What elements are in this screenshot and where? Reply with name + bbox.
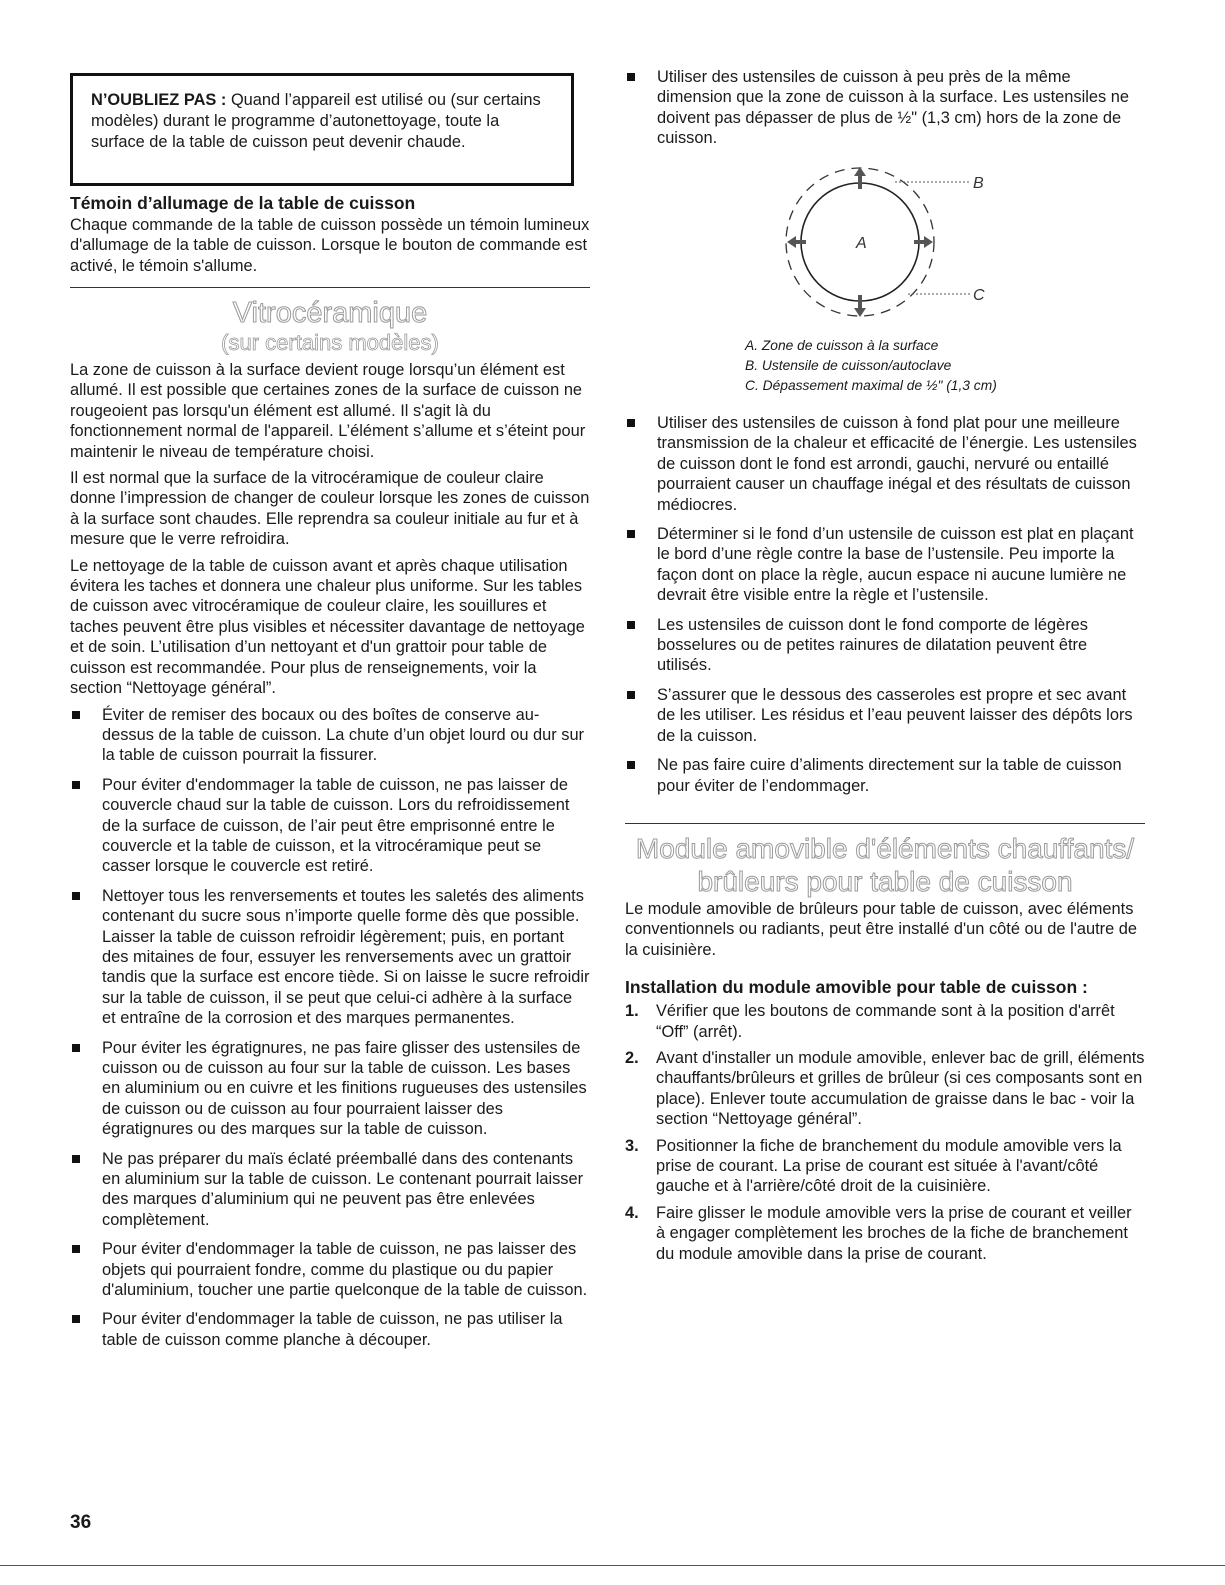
- vitro-subtitle: (sur certains modèles): [221, 330, 439, 355]
- module-section: [625, 832, 1145, 1264]
- caption-line: A. Zone de cuisson à la surface: [745, 338, 939, 353]
- arrow-right-icon: [914, 236, 933, 248]
- install-step: 1. Vérifier que les boutons de commande sont à la position d'arrêt “Off” (arrêt).: [625, 1002, 1115, 1041]
- vitro-bullet: Pour éviter les égratignures, ne pas faire glisser des ustensiles de cuisson ou de cuisson au four sur la table de cuisson. Les bases en aluminium ou en cuivre et les finitions rugueuses des ustensiles de cuisson ou de cuisson au four pourraient laisser des égratignures ou des marques sur la table de cuisson.: [70, 1038, 590, 1140]
- label-b: B: [973, 175, 984, 192]
- arrow-left-icon: [787, 236, 806, 248]
- install-step: 3. Positionner la fiche de branchement du module amovible vers la prise de courant. La prise de courant est située à l'avant/côté gauche et à l'arrière/côté droit de la cuisinière.: [625, 1136, 1122, 1196]
- vitro-bullet: Nettoyer tous les renversements et toutes les saletés des aliments contenant du sucre sous n’importe quelle forme dès que possible. Laisser la table de cuisson refroidir légèrement; puis, en portant des mitaines de four, essuyer les renversements avec un grattoir tandis que la surface est encore tiède. Si on laisse le sucre refroidir sur la table de cuisson, il se peut que celui-ci adhère à la surface et entraîne de la corrosion et des marques permanentes.: [70, 886, 590, 1029]
- section-divider: [70, 287, 590, 288]
- page-number: 36: [70, 1512, 92, 1533]
- module-title-line2: brûleurs pour table de cuisson: [697, 866, 1073, 897]
- vitro-bullet: Pour éviter d'endommager la table de cuisson, ne pas laisser des objets qui pourraient fondre, comme du plastique ou du papier d'aluminium, toucher une partie quelconque de la table de cuisson.: [70, 1239, 590, 1300]
- temoin-section: [70, 192, 590, 276]
- temoin-body: Chaque commande de la table de cuisson possède un témoin lumineux d'allumage de la table de cuisson. Lorsque le bouton de commande est activé, le témoin s'allume.: [70, 216, 590, 275]
- vitro-paragraph: Il est normal que la surface de la vitrocéramique de couleur claire donne l’impression de changer de couleur lorsque les zones de cuisson à la surface sont chaudes. Elle reprendra sa couleur initiale au fur et à mesure que le verre refroidira.: [70, 469, 590, 549]
- label-a: A: [856, 235, 867, 252]
- warning-box: [70, 73, 574, 186]
- module-title-line1: Module amovible d'éléments chauffants/: [635, 833, 1135, 864]
- cookware-bullet: S’assurer que le dessous des casseroles est propre et sec avant de les utiliser. Les résidus et l’eau peuvent laisser des dépôts lors de la cuisson.: [625, 685, 1145, 746]
- vitro-bullet: Éviter de remiser des bocaux ou des boîtes de conserve au-dessus de la table de cuisson. La chute d’un objet lourd ou dur sur la table de cuisson pourrait la fissurer.: [70, 705, 590, 766]
- module-intro: Le module amovible de brûleurs pour table de cuisson, avec éléments conventionnels ou radiants, peut être installé d'un côté ou de l'autre de la cuisinière.: [625, 900, 1137, 959]
- vitro-bullet: Ne pas préparer du maïs éclaté préemballé dans des contenants en aluminium sur la table de cuisson. Le contenant pourrait laisser des marques d’aluminium qui ne peuvent pas être enlevées complètement.: [70, 1149, 590, 1231]
- cookware-bullet: Utiliser des ustensiles de cuisson à peu près de la même dimension que la zone de cuisson à la surface. Les ustensiles ne doivent pas dépasser de plus de ½" (1,3 cm) hors de la zone de cuisson.: [625, 67, 1145, 149]
- vitro-bullet: Pour éviter d'endommager la table de cuisson, ne pas utiliser la table de cuisson comme planche à découper.: [70, 1309, 590, 1350]
- vitro-title: Vitrocéramique: [232, 297, 428, 329]
- arrow-up-icon: [854, 167, 866, 189]
- caption-line: C. Dépassement maximal de ½" (1,3 cm): [745, 378, 997, 393]
- label-c: C: [973, 287, 985, 304]
- vitro-section: [70, 296, 590, 1350]
- cookware-bullet: Ne pas faire cuire d’aliments directement sur la table de cuisson pour éviter de l’endommager.: [625, 755, 1145, 796]
- vitro-paragraph: Le nettoyage de la table de cuisson avant et après chaque utilisation évitera les taches et donnera une chaleur plus uniforme. Sur les tables de cuisson avec vitrocéramique de couleur claire, les souillures et taches peuvent être plus visibles et nécessiter davantage de nettoyage et de soin. L’utilisation d’un nettoyant et d'un grattoir pour table de cuisson est recommandée. Pour plus de renseignements, voir la section “Nettoyage général”.: [70, 556, 585, 698]
- cookware-bullet: Déterminer si le fond d’un ustensile de cuisson est plat en plaçant le bord d’une règle contre la base de l’ustensile. Peu importe la façon dont on place la règle, aucun espace ni aucune lumière ne devrait être visible entre la règle et l’ustensile.: [625, 524, 1145, 606]
- vitro-bullet: Pour éviter d'endommager la table de cuisson, ne pas laisser de couvercle chaud sur la table de cuisson. Lors du refroidissement de la surface de cuisson, de l’air peut être emprisonné entre le couvercle et la table de cuisson, et la vitrocéramique peut se casser lorsque le couvercle est retiré.: [70, 775, 590, 877]
- section-divider: [625, 823, 1145, 824]
- cookware-size-section: [625, 67, 1145, 149]
- install-heading: Installation du module amovible pour table de cuisson :: [625, 977, 1088, 998]
- warning-text: N’OUBLIEZ PAS : Quand l’appareil est utilisé ou (sur certains modèles) durant le programme d’autonettoyage, toute la surface de la table de cuisson peut devenir chaude.: [91, 91, 541, 151]
- cookware-bullet: Les ustensiles de cuisson dont le fond comporte de légères bosselures ou de petites rainures de dilatation peuvent être utilisés.: [625, 615, 1145, 676]
- warning-label: N’OUBLIEZ PAS :: [91, 91, 227, 109]
- cookware-bullet: Utiliser des ustensiles de cuisson à fond plat pour une meilleure transmission de la chaleur et efficacité de l’énergie. Les ustensiles de cuisson dont le fond est arrondi, gauchi, nervuré ou entaillé pourraient causer un chauffage inégal et des résultats de cuisson médiocres.: [625, 413, 1145, 515]
- temoin-heading: Témoin d’allumage de la table de cuisson: [70, 193, 416, 213]
- arrow-down-icon: [854, 295, 866, 317]
- cookware-tips: [625, 413, 1145, 796]
- page-bottom-rule: [0, 1565, 1225, 1566]
- install-step: 2. Avant d'installer un module amovible, enlever bac de grill, éléments chauffants/brûleurs et grilles de brûleur (si ces composants sont en place). Enlever toute accumulation de graisse dans le bac - voir la section “Nettoyage général”.: [625, 1049, 1145, 1129]
- install-step: 4. Faire glisser le module amovible vers la prise de courant et veiller à engager complètement les broches de la fiche de branchement du module amovible dans la prise de courant.: [625, 1203, 1132, 1263]
- figure-caption: [745, 336, 1145, 396]
- cookware-diagram: [770, 160, 1010, 335]
- caption-line: B. Ustensile de cuisson/autoclave: [745, 358, 952, 373]
- vitro-paragraph: La zone de cuisson à la surface devient rouge lorsqu’un élément est allumé. Il est possible que certaines zones de la surface de cuisson ne rougeoient pas lorsqu'un élément est allumé. Il s'agit là du fonctionnement normal de l'appareil. L’élément s’allume et s’éteint pour maintenir le niveau de température choisi.: [70, 361, 586, 461]
